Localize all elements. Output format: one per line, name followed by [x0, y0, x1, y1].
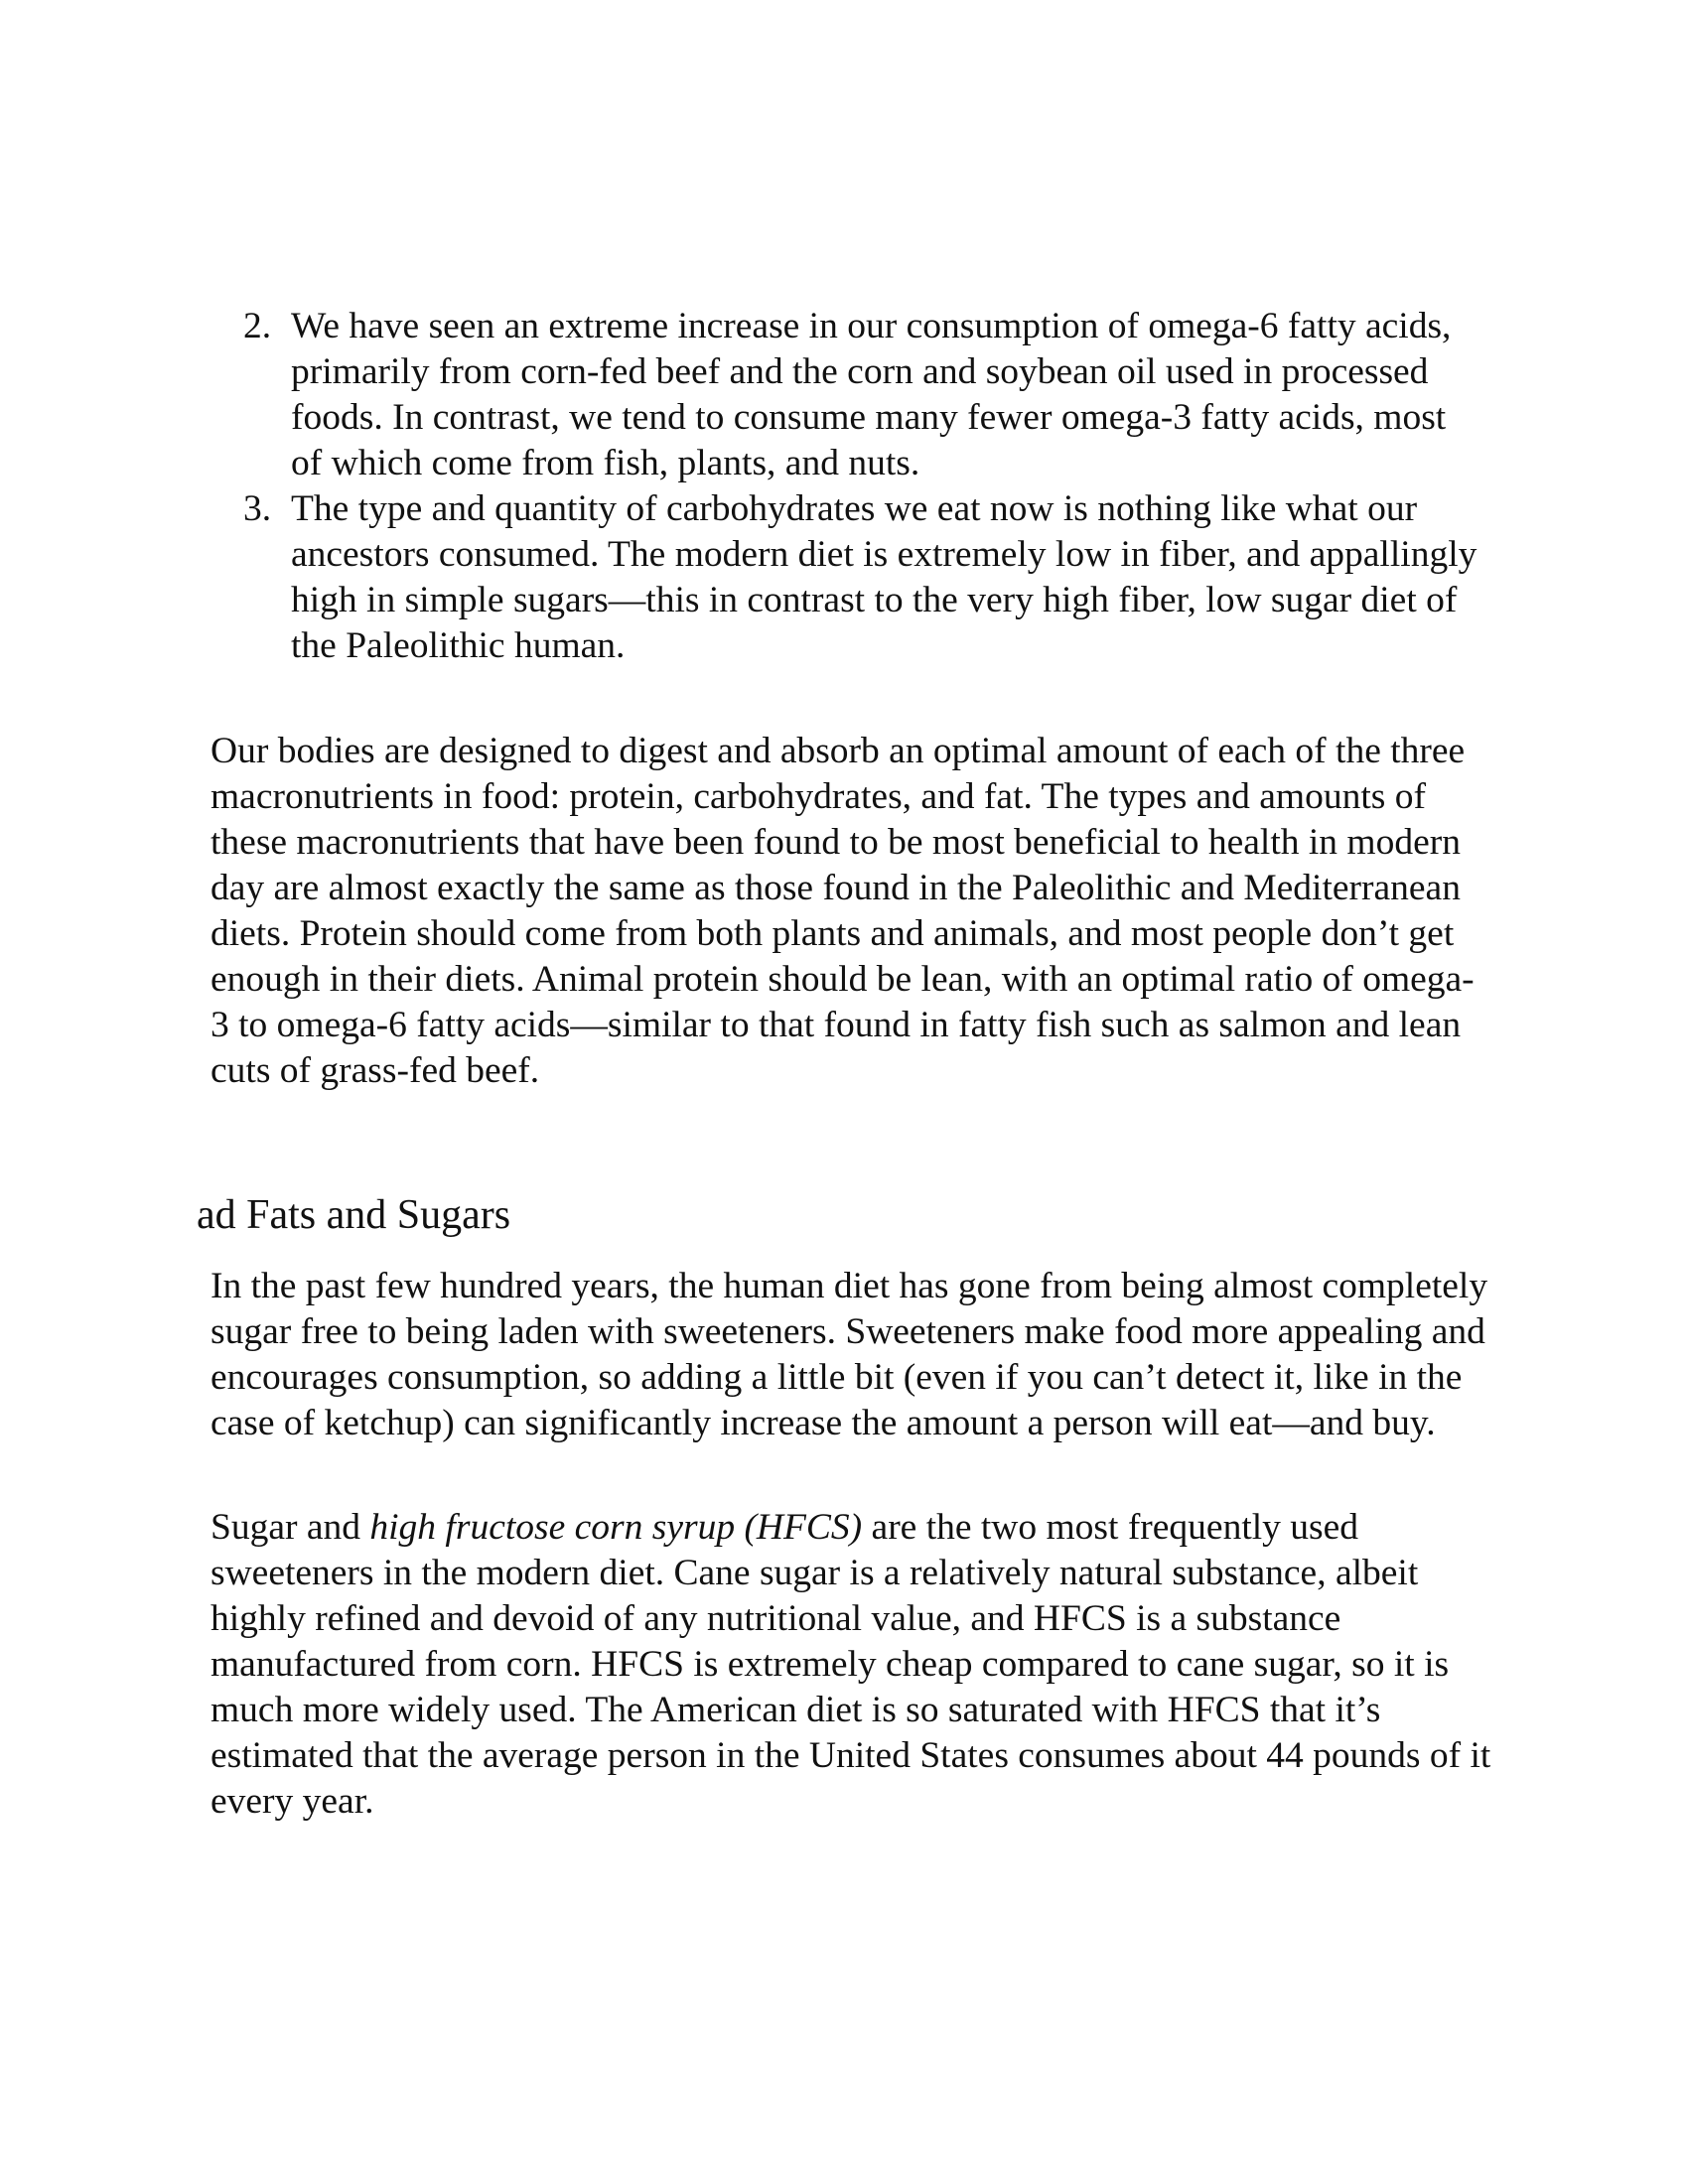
- list-item-number: 2.: [243, 306, 272, 346]
- list-item-text: We have seen an extreme increase in our consumption of omega-6 fatty acids, primarily from corn-fed beef and the corn and soybean oil used in processed foods. In contrast, we tend to consume many fewer omega-3 fatty acids, most of which come from fish, plants, and nuts.: [291, 306, 1452, 483]
- section-heading: ad Fats and Sugars: [197, 1192, 511, 1238]
- list-item-number: 3.: [243, 488, 272, 529]
- list-item: [243, 304, 1484, 486]
- body-paragraph-sweeteners: In the past few hundred years, the human diet has gone from being almost completely sugar free to being laden with sweeteners. Sweeteners make food more appealing and encourages consumption, so adding a little bit (even if you can’t detect it, like in the case of ketchup) can significantly increase the amount a person will eat—and buy.: [211, 1266, 1488, 1443]
- hfcs-rest-text: are the two most frequently used sweeteners in the modern diet. Cane sugar is a relatively natural substance, albeit highly refined and devoid of any nutritional value, and HFCS is a substance manufactured from corn. HFCS is extremely cheap compared to cane sugar, so it is much more widely used. The American diet is so saturated with HFCS that it’s estimated that the average person in the United States consumes about 44 pounds of it every year.: [211, 1507, 1491, 1822]
- hfcs-italic-term: high fructose corn syrup (HFCS): [369, 1507, 863, 1548]
- hfcs-lead-text: Sugar and: [211, 1507, 370, 1548]
- list-item-text: The type and quantity of carbohydrates we eat now is nothing like what our ancestors consumed. The modern diet is extremely low in fiber, and appallingly high in simple sugars—this in contrast to the very high fiber, low sugar diet of the Paleolithic human.: [291, 488, 1477, 666]
- body-paragraph-hfcs: [211, 1505, 1491, 1825]
- numbered-list: [243, 304, 1484, 669]
- body-paragraph-macronutrients: Our bodies are designed to digest and absorb an optimal amount of each of the three macronutrients in food: protein, carbohydrates, and fat. The types and amounts of these macronutrients that have been found to be most beneficial to health in modern day are almost exactly the same as those found in the Paleolithic and Mediterranean diets. Protein should come from both plants and animals, and most people don’t get enough in their diets. Animal protein should be lean, with an optimal ratio of omega-3 to omega-6 fatty acids—similar to that found in fatty fish such as salmon and lean cuts of grass-fed beef.: [211, 731, 1475, 1091]
- list-item: [243, 486, 1484, 669]
